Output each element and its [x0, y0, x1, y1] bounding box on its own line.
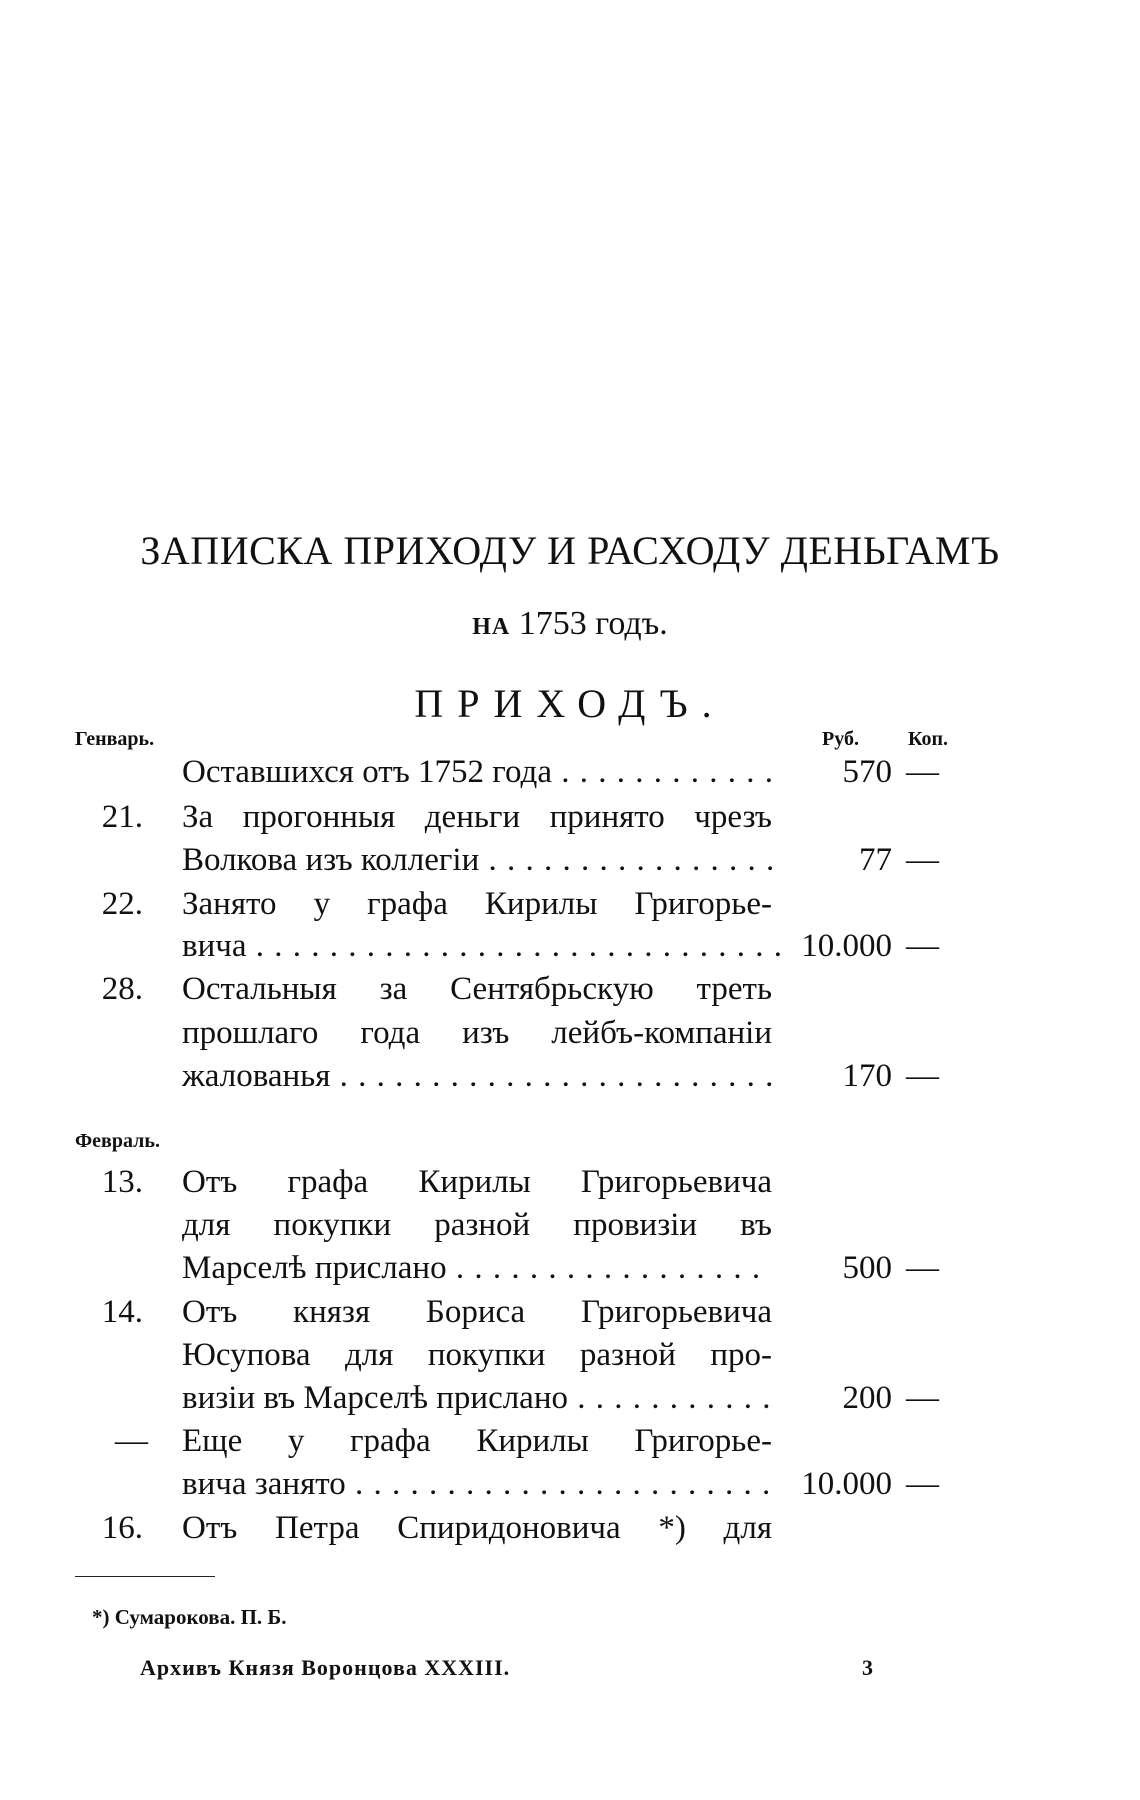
ledger-line — [0, 1290, 1140, 1334]
line-text: визіи въ Марселѣ прислано . . . — [182, 1376, 772, 1420]
line-text: жалованья . . . — [182, 1054, 772, 1098]
section-heading: ПРИХОДЪ. — [414, 681, 726, 726]
ledger-line — [0, 1054, 1140, 1098]
line-text: вича занято . . . — [182, 1462, 782, 1506]
ledger-line — [0, 838, 1140, 882]
line-rubles: 200 — [842, 1380, 892, 1416]
signature-mark: 3 — [862, 1655, 874, 1680]
footnote: *) Сумарокова. П. Б. — [92, 1605, 287, 1629]
line-day: 14. — [101, 1294, 143, 1330]
document-subtitle — [0, 605, 1140, 643]
month-january: Генварь. — [75, 728, 155, 750]
ledger-line — [0, 795, 1140, 839]
line-rubles: 10.000 — [801, 1466, 892, 1502]
line-day: 28. — [101, 971, 143, 1007]
ledger-line — [0, 924, 1140, 968]
ledger-line — [0, 1011, 1140, 1055]
line-text: Занято у графа Кирилы Григорье- — [182, 886, 772, 922]
line-text: Отъ князя Бориса Григорьевича — [182, 1294, 772, 1330]
ledger-line — [0, 1506, 1140, 1550]
ledger-line — [0, 967, 1140, 1011]
line-text: Оставшихся отъ 1752 года . . . — [182, 750, 772, 794]
line-rubles: 77 — [859, 842, 892, 878]
column-kop-header: Коп. — [908, 728, 949, 750]
subtitle-year: 1753 годъ. — [518, 605, 668, 642]
footnote-rule — [75, 1576, 215, 1577]
line-text: Волкова изъ коллегіи . . . — [182, 838, 772, 882]
line-kopecks-dash: — — [906, 842, 939, 878]
document-title: ЗАПИСКА ПРИХОДУ И РАСХОДУ ДЕНЬГАМЪ — [140, 528, 1000, 573]
line-kopecks-dash: — — [906, 928, 939, 964]
line-text: вича . . . — [182, 924, 782, 968]
line-day: 16. — [101, 1510, 143, 1546]
column-rub-header: Руб. — [822, 728, 859, 750]
subtitle-prefix: НА — [472, 614, 511, 640]
line-day: — — [115, 1423, 148, 1459]
line-day: 21. — [101, 799, 143, 835]
month-february: Февраль. — [75, 1130, 160, 1152]
line-text: Марселѣ прислано . . . — [182, 1246, 772, 1290]
ledger-line — [0, 1246, 1140, 1290]
line-text: Остальныя за Сентябрьскую треть — [182, 971, 772, 1007]
ledger-line — [0, 882, 1140, 926]
line-text: Отъ графа Кирилы Григорьевича — [182, 1164, 772, 1200]
line-rubles: 500 — [842, 1250, 892, 1286]
line-text: для покупки разной провизіи въ — [182, 1207, 772, 1243]
line-kopecks-dash: — — [906, 1058, 939, 1094]
line-kopecks-dash: — — [906, 1250, 939, 1286]
line-text: Отъ Петра Спиридоновича *) для — [182, 1510, 772, 1546]
ledger-line — [0, 1419, 1140, 1463]
line-kopecks-dash: — — [906, 754, 939, 790]
line-day: 22. — [101, 886, 143, 922]
ledger-line — [0, 750, 1140, 794]
running-footer-title: Архивъ Князя Воронцова XXXIII. — [140, 1655, 511, 1680]
line-text: Еще у графа Кирилы Григорье- — [182, 1423, 772, 1459]
line-text: Юсупова для покупки разной про- — [182, 1337, 772, 1373]
line-kopecks-dash: — — [906, 1380, 939, 1416]
line-text: прошлаго года изъ лейбъ-компаніи — [182, 1015, 772, 1051]
line-rubles: 10.000 — [801, 928, 892, 964]
line-rubles: 570 — [842, 754, 892, 790]
ledger-line — [0, 1333, 1140, 1377]
ledger-line — [0, 1160, 1140, 1204]
line-rubles: 170 — [842, 1058, 892, 1094]
ledger-line — [0, 1203, 1140, 1247]
ledger-line — [0, 1462, 1140, 1506]
line-kopecks-dash: — — [906, 1466, 939, 1502]
line-text: За прогонныя деньги принято чрезъ — [182, 799, 772, 835]
line-day: 13. — [101, 1164, 143, 1200]
ledger-line — [0, 1376, 1140, 1420]
